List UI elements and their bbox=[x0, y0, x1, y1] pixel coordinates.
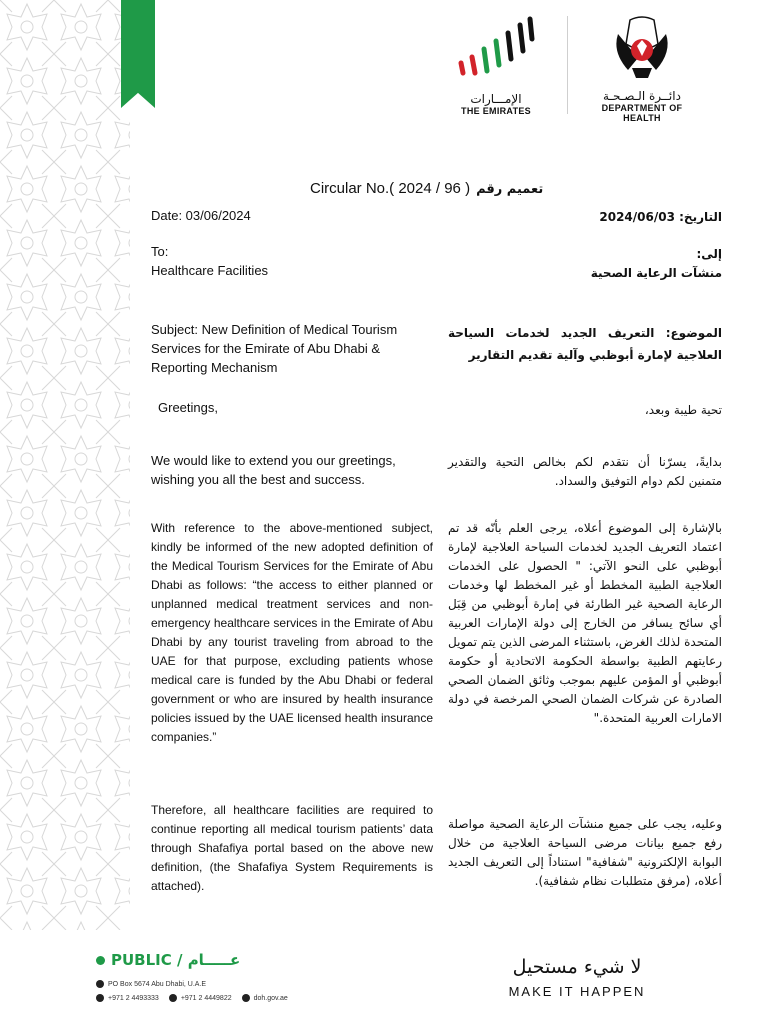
uae-logo bbox=[455, 15, 537, 116]
doh-logo bbox=[596, 14, 688, 123]
falcon-emblem-icon bbox=[596, 14, 688, 84]
definition-english: With reference to the above-mentioned subject, kindly be informed of the new adopted definition of the Medical Tourism Services for the Emirate of Abu Dhabi as follows: “the access to either planned or unplanned medical treatment services and non-emergency healthcare services in the Emirate of Abu Dhabi by any tourist traveling from abroad to the UAE for that purpose, excluding patients whose medical care is funded by the Abu Dhabi or federal government or who are insured by health insurance policies issued by the UAE licensed health insurance companies.” bbox=[151, 521, 433, 744]
date-arabic: التاريخ: 2024/06/03 bbox=[599, 210, 722, 224]
slogan bbox=[497, 955, 657, 1001]
logo-divider bbox=[567, 16, 568, 114]
circular-title bbox=[310, 180, 590, 202]
uae-logo-icon bbox=[455, 15, 535, 85]
intro-arabic: بدايةً، يسرّنا أن نتقدم لكم بخالص التحية والتقدير متمنين لكم دوام التوفيق والسداد. bbox=[448, 455, 722, 488]
date-english: Date: 03/06/2024 bbox=[151, 208, 251, 223]
recipient-arabic bbox=[520, 245, 722, 283]
to-value-english: Healthcare Facilities bbox=[151, 263, 269, 278]
reporting-english: Therefore, all healthcare facilities are required to continue reporting all medical tourism patients’ data through Shafafiya portal based on the above new definition, (the Shafafiya System Requirements is attached). bbox=[151, 803, 433, 893]
subject-english: Subject: New Definition of Medical Tourism Services for the Emirate of Abu Dhabi & Reporting Mechanism bbox=[151, 322, 398, 375]
intro-english: We would like to extend you our greetings, wishing you all the best and success. bbox=[151, 453, 396, 487]
green-dot-icon bbox=[96, 956, 105, 965]
slogan-english: MAKE IT HAPPEN bbox=[508, 984, 646, 999]
classification-badge bbox=[96, 950, 240, 970]
doh-logo-english: DEPARTMENT OF HEALTH bbox=[601, 103, 683, 123]
greetings-arabic: تحية طيبة وبعد، bbox=[644, 403, 722, 417]
uae-logo-arabic: الإمـــارات bbox=[470, 92, 522, 106]
globe-icon bbox=[242, 994, 250, 1002]
circular-title-english: Circular No.( 2024 / 96 ) bbox=[310, 180, 471, 197]
greetings-english: Greetings, bbox=[158, 400, 218, 415]
website-link[interactable]: doh.gov.ae bbox=[253, 994, 288, 1002]
classification-label: PUBLIC / عـــــام bbox=[111, 951, 241, 969]
slogan-arabic: لا شيء مستحيل bbox=[512, 956, 642, 978]
subject-arabic: الموضوع: التعريف الجديد لخدمات السياحة العلاجية لإمارة أبوظبي وآلية تقديم التقارير bbox=[448, 326, 722, 362]
phone-number[interactable]: +971 2 4493333 bbox=[108, 994, 159, 1002]
geometric-pattern bbox=[0, 0, 130, 930]
po-box: PO Box 5674 Abu Dhabi, U.A.E bbox=[108, 980, 207, 988]
uae-logo-english: THE EMIRATES bbox=[461, 106, 531, 116]
fax-icon bbox=[169, 994, 177, 1002]
footer-address bbox=[96, 980, 206, 988]
footer-contacts bbox=[96, 994, 288, 1002]
phone-icon bbox=[96, 994, 104, 1002]
recipient-english bbox=[151, 242, 351, 280]
to-value-arabic: منشآت الرعاية الصحية bbox=[590, 266, 722, 280]
doh-logo-arabic: دائــرة الـصـحـة bbox=[603, 89, 681, 103]
green-ribbon bbox=[121, 0, 155, 108]
fax-number[interactable]: +971 2 4449822 bbox=[180, 994, 232, 1002]
to-label-english: To: bbox=[151, 244, 169, 259]
location-icon bbox=[96, 980, 104, 988]
to-label-arabic: إلى: bbox=[696, 247, 722, 261]
definition-arabic: بالإشارة إلى الموضوع أعلاه، يرجى العلم بأنّه قد تم اعتماد التعريف الجديد لخدمات السياحة العلاجية لإمارة أبوظبي على النحو الآتي: " الحصول على الخدمات العلاجية الطبية المخطط أو غير المخطط لها وخدمات الرعاية الصحية غير الطارئة في إمارة أبوظبي من قِبَل أي سائح يسافر من الخارج إلى دولة الإمارات العربية المتحدة لذلك الغرض، باستثناء المرضى الذين يتم تمويل رعايتهم الطبية بواسطة الحكومة الاتحادية أو حكومة أبوظبي أو المؤمن عليهم بموجب وثائق الضمان الصحي الصادرة عن شركات الضمان الصحي المرخصة في دولة الامارات العربية المتحدة." bbox=[448, 521, 722, 725]
reporting-arabic: وعليه، يجب على جميع منشآت الرعاية الصحية مواصلة رفع جميع بيانات مرضى السياحة العلاجية من خلال البوابة الإلكترونية "شفافية" استناداً إلى التعريف الجديد أعلاه، (مرفق متطلبات نظام شفافية). bbox=[448, 817, 722, 888]
circular-title-arabic: تعميم رقم bbox=[476, 182, 544, 197]
